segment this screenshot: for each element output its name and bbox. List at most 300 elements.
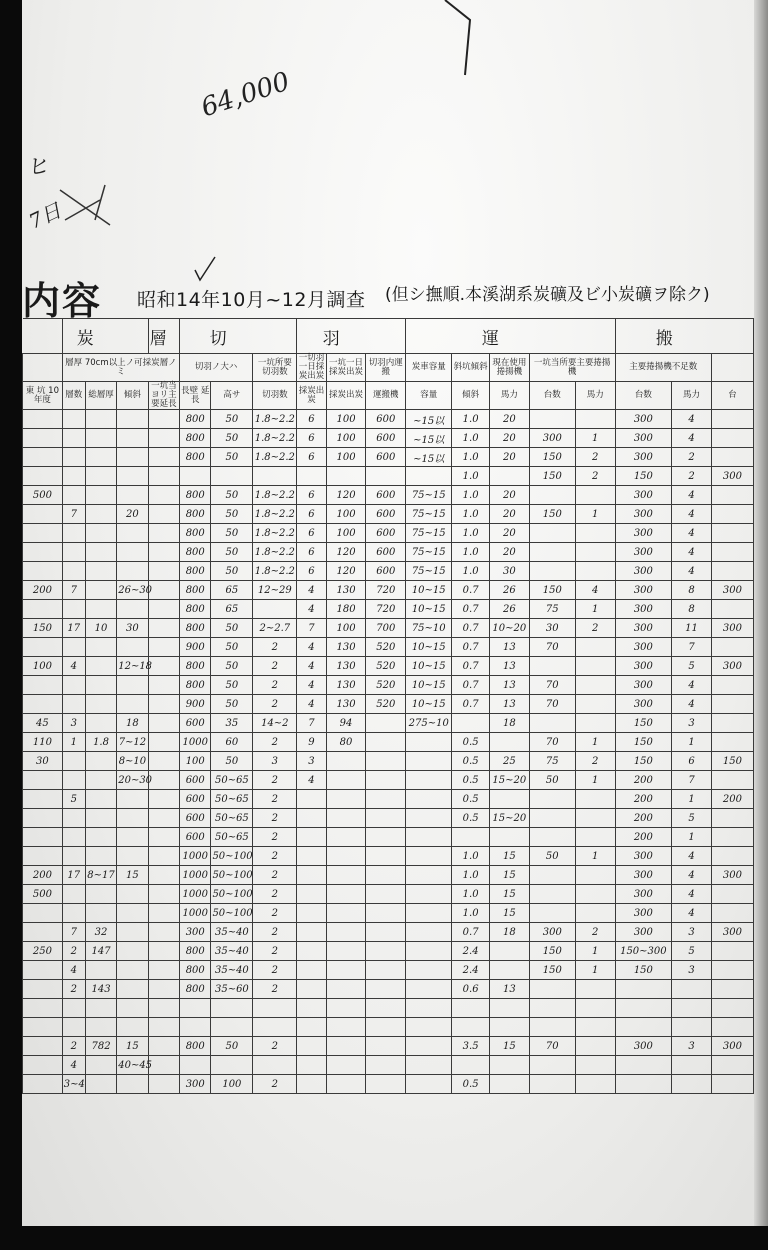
table-cell: 300 xyxy=(615,904,672,923)
table-cell xyxy=(85,904,116,923)
table-cell xyxy=(148,752,179,771)
table-row xyxy=(23,657,754,676)
table-cell: 20 xyxy=(489,505,529,524)
table-cell xyxy=(253,467,297,486)
table-cell xyxy=(85,600,116,619)
table-cell xyxy=(148,885,179,904)
table-cell: 13 xyxy=(489,676,529,695)
table-cell: 180 xyxy=(326,600,366,619)
sub-6: 切羽内運搬 xyxy=(366,354,406,382)
table-cell: 100 xyxy=(23,657,63,676)
table-cell xyxy=(366,809,406,828)
table-cell: 1 xyxy=(575,505,615,524)
table-cell xyxy=(148,410,179,429)
table-cell: 50~100 xyxy=(211,904,253,923)
table-cell: 300 xyxy=(615,543,672,562)
table-cell: 7 xyxy=(62,581,85,600)
table-cell: 0.6 xyxy=(452,980,490,999)
table-cell xyxy=(326,847,366,866)
table-cell xyxy=(711,809,753,828)
table-cell xyxy=(148,942,179,961)
table-cell xyxy=(148,619,179,638)
table-cell: 800 xyxy=(180,1037,211,1056)
table-cell: 2 xyxy=(575,752,615,771)
table-row xyxy=(23,866,754,885)
table-cell: 80 xyxy=(326,733,366,752)
table-cell xyxy=(62,904,85,923)
table-cell xyxy=(529,562,575,581)
table-cell xyxy=(23,923,63,942)
table-cell xyxy=(366,847,406,866)
table-cell xyxy=(148,676,179,695)
table-cell: 13 xyxy=(489,638,529,657)
table-cell: 50~100 xyxy=(211,866,253,885)
table-cell xyxy=(489,1018,529,1037)
table-row xyxy=(23,752,754,771)
table-row xyxy=(23,676,754,695)
table-cell: 300 xyxy=(615,657,672,676)
group-coal: 炭 xyxy=(62,319,148,354)
table-cell: 75~15 xyxy=(406,543,452,562)
table-cell xyxy=(326,942,366,961)
table-cell: 2 xyxy=(253,923,297,942)
table-cell xyxy=(23,790,63,809)
table-cell xyxy=(62,448,85,467)
table-cell: 2 xyxy=(253,828,297,847)
table-cell xyxy=(529,866,575,885)
table-cell: 5 xyxy=(672,809,712,828)
table-cell: 250 xyxy=(23,942,63,961)
table-cell: 2 xyxy=(253,657,297,676)
table-cell xyxy=(117,999,148,1018)
table-cell: 4 xyxy=(672,429,712,448)
table-cell xyxy=(23,828,63,847)
table-cell xyxy=(117,562,148,581)
table-cell: 300 xyxy=(615,600,672,619)
table-cell: 120 xyxy=(326,543,366,562)
sub2-3: 傾斜 xyxy=(117,382,148,410)
table-cell: 130 xyxy=(326,657,366,676)
table-cell: 1.8~2.2 xyxy=(253,448,297,467)
table-row xyxy=(23,961,754,980)
table-cell: 7 xyxy=(297,714,326,733)
table-cell: 720 xyxy=(366,581,406,600)
table-row xyxy=(23,543,754,562)
table-cell: 800 xyxy=(180,524,211,543)
table-cell xyxy=(366,733,406,752)
table-cell: 150 xyxy=(615,467,672,486)
table-cell xyxy=(148,961,179,980)
table-cell: 4 xyxy=(672,524,712,543)
table-cell: 1000 xyxy=(180,904,211,923)
table-cell: 300 xyxy=(615,923,672,942)
table-cell: 3 xyxy=(297,752,326,771)
table-cell: 50 xyxy=(211,448,253,467)
table-cell: 35~40 xyxy=(211,923,253,942)
table-cell: 6 xyxy=(297,486,326,505)
table-cell: 1.8~2.2 xyxy=(253,562,297,581)
table-cell: 45 xyxy=(23,714,63,733)
mine-data-table xyxy=(22,318,754,1094)
table-cell: 150 xyxy=(529,467,575,486)
table-cell: 13 xyxy=(489,695,529,714)
table-cell: 300 xyxy=(711,923,753,942)
table-cell: 143 xyxy=(85,980,116,999)
table-cell xyxy=(575,657,615,676)
table-cell: 150 xyxy=(23,619,63,638)
table-cell: 120 xyxy=(326,562,366,581)
table-cell: 35~40 xyxy=(211,942,253,961)
table-cell xyxy=(148,714,179,733)
table-cell xyxy=(529,809,575,828)
table-cell xyxy=(148,543,179,562)
table-cell: 4 xyxy=(672,562,712,581)
table-cell xyxy=(85,1075,116,1094)
table-cell: 4 xyxy=(672,885,712,904)
table-cell xyxy=(211,1056,253,1075)
table-cell: 100 xyxy=(326,505,366,524)
table-cell xyxy=(297,847,326,866)
table-cell xyxy=(575,486,615,505)
table-cell: 30 xyxy=(117,619,148,638)
sub2-7: 切羽数 xyxy=(253,382,297,410)
table-cell: 26 xyxy=(489,600,529,619)
table-cell: 50 xyxy=(211,562,253,581)
table-cell xyxy=(85,828,116,847)
table-cell xyxy=(62,467,85,486)
table-cell: 0.5 xyxy=(452,733,490,752)
table-cell xyxy=(575,676,615,695)
table-cell: 520 xyxy=(366,676,406,695)
table-cell: 17 xyxy=(62,866,85,885)
table-cell: 520 xyxy=(366,638,406,657)
table-cell: 35~40 xyxy=(211,961,253,980)
table-cell xyxy=(62,885,85,904)
table-cell xyxy=(297,1056,326,1075)
table-cell: 6 xyxy=(297,524,326,543)
table-cell xyxy=(297,790,326,809)
sub2-6: 高サ xyxy=(211,382,253,410)
table-cell: 100 xyxy=(326,524,366,543)
table-cell xyxy=(85,448,116,467)
table-cell: 100 xyxy=(326,619,366,638)
table-cell: 2 xyxy=(253,733,297,752)
table-cell: ~15以 xyxy=(406,448,452,467)
table-cell: 10~15 xyxy=(406,581,452,600)
table-cell: 1.0 xyxy=(452,904,490,923)
table-cell: 2 xyxy=(575,467,615,486)
table-cell: 300 xyxy=(615,1037,672,1056)
subheader-row-2 xyxy=(23,382,754,410)
table-cell xyxy=(326,980,366,999)
table-cell: 18 xyxy=(489,923,529,942)
table-cell xyxy=(253,1056,297,1075)
sub2-9: 採炭出炭 xyxy=(326,382,366,410)
table-cell: 70 xyxy=(529,733,575,752)
table-cell xyxy=(366,1075,406,1094)
table-cell xyxy=(85,714,116,733)
table-cell: 35 xyxy=(211,714,253,733)
table-cell xyxy=(297,904,326,923)
table-cell: 3 xyxy=(62,714,85,733)
table-cell xyxy=(23,524,63,543)
table-cell: 150 xyxy=(615,961,672,980)
table-cell xyxy=(297,1075,326,1094)
table-cell xyxy=(529,1018,575,1037)
table-cell xyxy=(23,980,63,999)
table-cell xyxy=(615,1075,672,1094)
table-cell xyxy=(117,676,148,695)
table-cell: 300 xyxy=(615,562,672,581)
table-cell: 600 xyxy=(366,429,406,448)
table-cell: 100 xyxy=(211,1075,253,1094)
scan-edge-left xyxy=(0,0,22,1250)
table-cell: 1.0 xyxy=(452,885,490,904)
table-cell: 800 xyxy=(180,429,211,448)
table-cell xyxy=(575,524,615,543)
table-cell xyxy=(489,961,529,980)
table-cell xyxy=(117,638,148,657)
table-cell xyxy=(117,524,148,543)
table-cell xyxy=(117,809,148,828)
table-cell xyxy=(148,467,179,486)
table-cell xyxy=(529,828,575,847)
table-cell: 2 xyxy=(253,904,297,923)
table-cell xyxy=(23,600,63,619)
table-cell xyxy=(326,923,366,942)
table-cell xyxy=(406,733,452,752)
table-cell xyxy=(711,505,753,524)
table-cell xyxy=(575,695,615,714)
table-cell xyxy=(148,847,179,866)
scan-edge-bottom xyxy=(0,1226,768,1250)
table-cell xyxy=(62,771,85,790)
table-cell xyxy=(297,828,326,847)
table-cell xyxy=(211,467,253,486)
table-cell xyxy=(297,999,326,1018)
table-cell: 0.7 xyxy=(452,581,490,600)
table-cell xyxy=(23,448,63,467)
table-cell: 600 xyxy=(366,543,406,562)
table-cell xyxy=(117,695,148,714)
table-cell xyxy=(711,999,753,1018)
table-cell xyxy=(366,790,406,809)
table-cell xyxy=(489,467,529,486)
table-cell: 900 xyxy=(180,695,211,714)
table-cell xyxy=(711,638,753,657)
sub2-2: 総層厚 xyxy=(85,382,116,410)
table-cell: 10~15 xyxy=(406,638,452,657)
group-blank xyxy=(23,319,63,354)
table-cell xyxy=(529,1075,575,1094)
table-cell: 900 xyxy=(180,638,211,657)
table-cell: 600 xyxy=(180,809,211,828)
table-cell: 1.0 xyxy=(452,524,490,543)
table-cell: 130 xyxy=(326,695,366,714)
survey-period: 昭和14年10月~12月調查 xyxy=(137,289,366,311)
table-cell: 600 xyxy=(180,771,211,790)
table-cell: 200 xyxy=(615,771,672,790)
table-row xyxy=(23,1018,754,1037)
table-cell: 4 xyxy=(297,600,326,619)
table-cell xyxy=(23,847,63,866)
table-cell xyxy=(575,638,615,657)
table-body xyxy=(23,410,754,1094)
table-cell: 50 xyxy=(529,771,575,790)
table-cell: 7 xyxy=(672,638,712,657)
table-cell: 1.8~2.2 xyxy=(253,486,297,505)
table-cell xyxy=(85,885,116,904)
table-cell xyxy=(85,847,116,866)
table-cell xyxy=(23,1056,63,1075)
table-cell: 4 xyxy=(672,695,712,714)
table-cell: 2 xyxy=(575,923,615,942)
table-cell xyxy=(366,866,406,885)
table-row xyxy=(23,524,754,543)
table-cell: 1.0 xyxy=(452,448,490,467)
table-cell xyxy=(575,410,615,429)
table-cell: 520 xyxy=(366,657,406,676)
table-cell xyxy=(85,429,116,448)
table-cell xyxy=(711,676,753,695)
sub2-0: 東 坑 10年度 xyxy=(23,382,63,410)
table-cell: 0.7 xyxy=(452,695,490,714)
table-cell xyxy=(148,999,179,1018)
table-cell xyxy=(85,961,116,980)
table-cell: 1.0 xyxy=(452,429,490,448)
table-cell: 30 xyxy=(529,619,575,638)
table-cell xyxy=(366,904,406,923)
table-cell: 2 xyxy=(62,942,85,961)
table-cell: 50~100 xyxy=(211,847,253,866)
table-cell: 7 xyxy=(672,771,712,790)
table-cell xyxy=(148,790,179,809)
table-cell xyxy=(672,1075,712,1094)
table-cell: 300 xyxy=(615,676,672,695)
table-cell: 200 xyxy=(615,790,672,809)
table-cell xyxy=(148,1037,179,1056)
table-cell xyxy=(406,1075,452,1094)
table-cell: 4 xyxy=(575,581,615,600)
table-cell xyxy=(85,999,116,1018)
table-cell: 300 xyxy=(615,847,672,866)
table-row xyxy=(23,1037,754,1056)
table-cell: 600 xyxy=(366,562,406,581)
table-cell xyxy=(529,714,575,733)
table-cell xyxy=(711,904,753,923)
table-cell: 0.5 xyxy=(452,1075,490,1094)
table-cell: 2 xyxy=(62,1037,85,1056)
table-cell xyxy=(62,847,85,866)
table-cell: 10~15 xyxy=(406,676,452,695)
table-row xyxy=(23,581,754,600)
table-cell: 4 xyxy=(672,847,712,866)
table-cell: 200 xyxy=(23,866,63,885)
table-cell xyxy=(406,790,452,809)
table-cell xyxy=(85,543,116,562)
table-cell: 10~15 xyxy=(406,657,452,676)
sub2-10: 運搬機 xyxy=(366,382,406,410)
table-cell xyxy=(529,980,575,999)
table-cell: 1 xyxy=(62,733,85,752)
table-cell xyxy=(406,847,452,866)
table-cell: 2 xyxy=(672,448,712,467)
table-cell xyxy=(85,1018,116,1037)
table-cell: 1.0 xyxy=(452,505,490,524)
table-cell: 300 xyxy=(615,524,672,543)
table-cell: 300 xyxy=(529,429,575,448)
table-cell: 15 xyxy=(489,1037,529,1056)
table-cell: 50 xyxy=(211,524,253,543)
sub-2: 切羽ノ大ハ xyxy=(180,354,253,382)
table-cell xyxy=(117,1018,148,1037)
table-cell: 800 xyxy=(180,562,211,581)
table-cell xyxy=(211,999,253,1018)
table-cell: 130 xyxy=(326,581,366,600)
table-cell xyxy=(575,790,615,809)
table-cell: 15 xyxy=(117,866,148,885)
table-cell: 2 xyxy=(253,809,297,828)
table-cell: 26 xyxy=(489,581,529,600)
table-cell: 50~65 xyxy=(211,828,253,847)
group-face: 羽 xyxy=(297,319,406,354)
table-cell: 6 xyxy=(297,410,326,429)
table-cell xyxy=(148,828,179,847)
table-cell xyxy=(575,1037,615,1056)
table-row xyxy=(23,980,754,999)
table-cell xyxy=(615,1018,672,1037)
table-cell xyxy=(366,828,406,847)
table-cell xyxy=(452,1018,490,1037)
table-cell xyxy=(711,1018,753,1037)
table-cell xyxy=(326,752,366,771)
table-row xyxy=(23,714,754,733)
table-cell xyxy=(62,828,85,847)
table-cell xyxy=(575,885,615,904)
table-cell xyxy=(529,543,575,562)
table-cell: 3 xyxy=(253,752,297,771)
table-cell xyxy=(529,790,575,809)
table-cell: 20 xyxy=(489,543,529,562)
sub2-16: 台数 xyxy=(615,382,672,410)
table-cell xyxy=(180,1018,211,1037)
table-cell: 2 xyxy=(253,638,297,657)
table-cell: 300 xyxy=(615,619,672,638)
table-cell: 100 xyxy=(326,410,366,429)
table-cell: 50 xyxy=(211,486,253,505)
table-cell: 600 xyxy=(180,828,211,847)
margin-note-2: 7日 xyxy=(25,198,65,234)
table-cell xyxy=(148,505,179,524)
table-cell xyxy=(117,923,148,942)
table-cell: 720 xyxy=(366,600,406,619)
table-cell: 4 xyxy=(297,581,326,600)
table-cell: 0.7 xyxy=(452,657,490,676)
table-cell xyxy=(23,1037,63,1056)
table-cell xyxy=(148,733,179,752)
table-cell xyxy=(117,828,148,847)
table-cell xyxy=(180,999,211,1018)
table-cell: 4 xyxy=(297,676,326,695)
table-cell xyxy=(406,1056,452,1075)
table-cell: 1.8~2.2 xyxy=(253,543,297,562)
table-cell: 1.0 xyxy=(452,410,490,429)
table-cell xyxy=(117,1075,148,1094)
table-cell xyxy=(711,733,753,752)
table-row xyxy=(23,1075,754,1094)
table-cell xyxy=(452,999,490,1018)
table-cell: 150 xyxy=(615,733,672,752)
